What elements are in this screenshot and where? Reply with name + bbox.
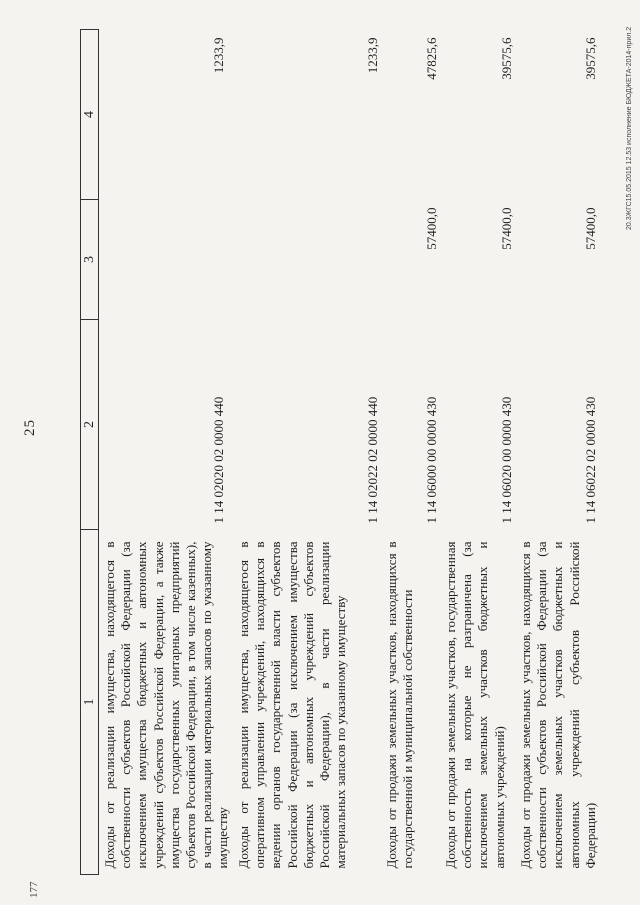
row-plan: 57400,0 — [498, 207, 514, 250]
footer-file-path: 20.3ЖГС15.05.2015 12.53 исполнение БЮДЖЕТА-2014-прил.2 — [626, 26, 633, 230]
row-plan: 57400,0 — [423, 207, 439, 250]
table-header-row — [81, 30, 99, 875]
page-number: 25 — [22, 419, 38, 436]
row-code: 1 14 06022 02 0000 430 — [582, 396, 598, 524]
row-code: 1 14 02022 02 0000 440 — [364, 396, 380, 524]
row-execution: 1233,9 — [210, 37, 226, 74]
row-description: Доходы от реализации имущества, находящегося в собственности субъектов Российской Федерации (за исключением имущества бюджетных и автономных учреждений субъектов Российской Федерации, а также имущества государственных унитарных предприятий субъектов Российской Федерации, в том числе казенных), в части реализации материальных запасов по указанному имуществу — [102, 541, 231, 869]
column-header-2: 2 — [81, 320, 99, 530]
table-row — [233, 30, 381, 875]
row-description: Доходы от продажи земельных участков, государственная собственность на которые не разграничена (за исключением земельных участков бюджетных и автономных учреждений) — [443, 541, 507, 869]
row-description: Доходы от продажи земельных участков, находящихся в государственной и муниципальной собственности — [384, 541, 416, 869]
side-mark: 177 — [28, 881, 40, 898]
revenue-table — [80, 29, 599, 875]
table-row — [515, 30, 599, 875]
table-row — [440, 30, 515, 875]
row-execution: 39575,6 — [582, 37, 598, 80]
column-header-3: 3 — [81, 200, 99, 320]
column-header-1: 1 — [81, 530, 99, 875]
row-description: Доходы от реализации имущества, находящегося в оперативном управлении учреждений, находящихся в ведении органов государственной власти субъектов Российской Федерации (за исключением имущества бюджетных и автономных учреждений субъектов Российской Федерации), в части реализации материальных запасов по указанному имуществу — [236, 541, 349, 869]
row-plan: 57400,0 — [582, 207, 598, 250]
row-plan — [233, 200, 381, 320]
row-execution: 47825,6 — [423, 37, 439, 80]
row-code: 1 14 06000 00 0000 430 — [423, 396, 439, 524]
row-execution: 39575,6 — [498, 37, 514, 80]
row-code: 1 14 06020 00 0000 430 — [498, 396, 514, 524]
row-description: Доходы от продажи земельных участков, находящихся в собственности субъектов Российской Федерации (за исключением земельных участков бюджетных и автономных учреждений субъектов Российской Федерации) — [518, 541, 598, 869]
rotated-table-container — [80, 30, 600, 875]
column-header-4: 4 — [81, 30, 99, 200]
table-row — [99, 30, 234, 875]
row-execution: 1233,9 — [364, 37, 380, 74]
table-row — [381, 30, 440, 875]
row-code: 1 14 02020 02 0000 440 — [210, 396, 226, 524]
row-plan — [99, 200, 234, 320]
